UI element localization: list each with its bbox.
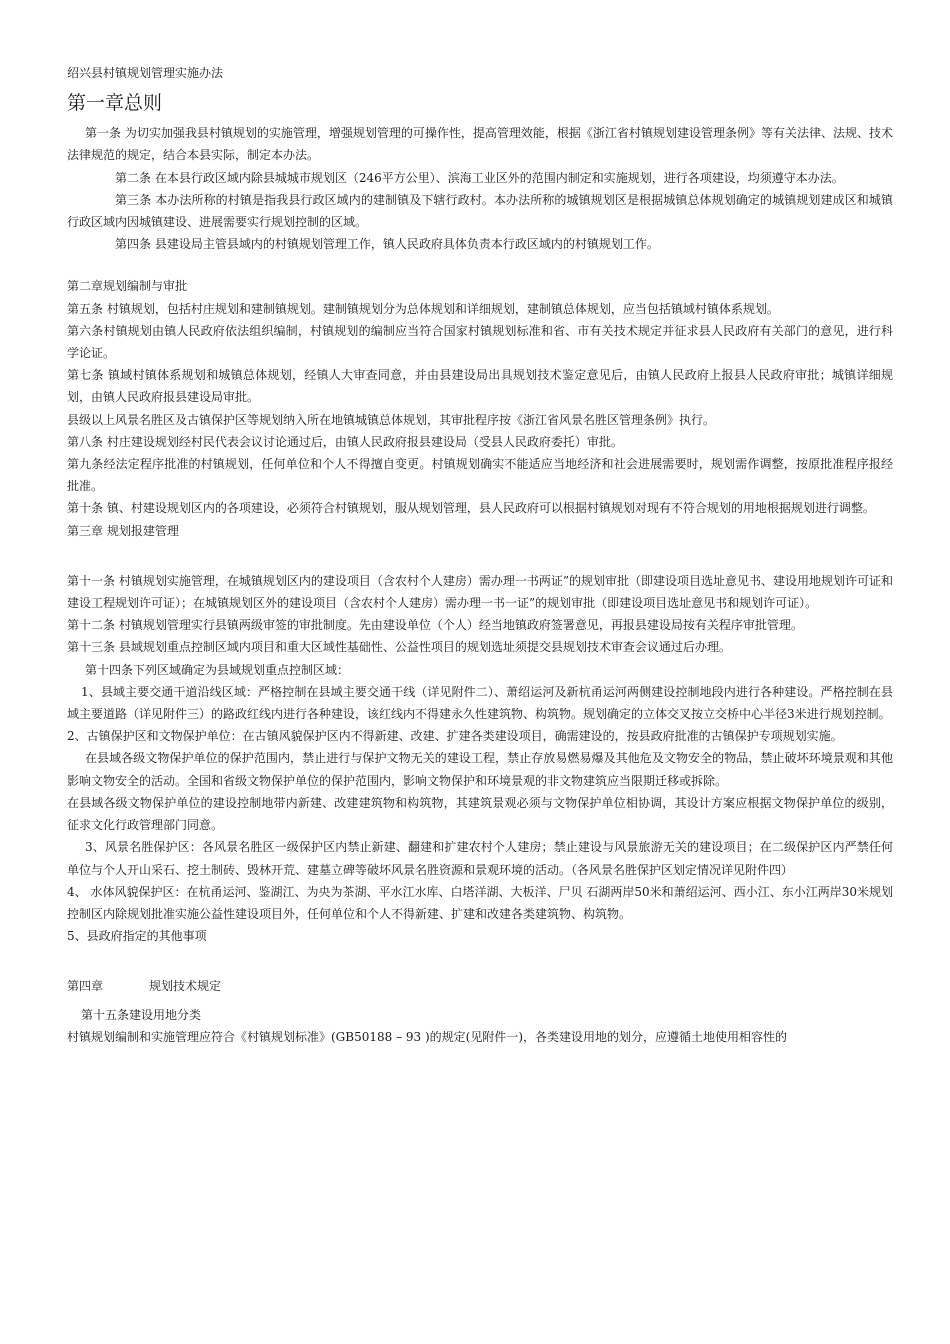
article-15-body: 村镇规划编制和实施管理应符合《村镇规划标准》(GB50188 – 93 )的规定(见附件一)，各类建设用地的划分，应遵循土地使用相容性的	[67, 1029, 788, 1044]
article-6: 第六条村镇规划由镇人民政府依法组织编制，村镇规划的编制应当符合国家村镇规划标准和省、市有关技术规定并征求县人民政府有关部门的意见，进行科学论证。	[67, 323, 893, 361]
item-5-other: 5、县政府指定的其他事项	[67, 929, 207, 944]
chapter-3-heading: 第三章 规划报建管理	[67, 523, 179, 538]
item-2-heritage-protection: 在县域各级文物保护单位的保护范围内，禁止进行与保护文物无关的建设工程，禁止存放易燃易爆及其他危及文物安全的物品，禁止破坏环境景观和其他影响文物安全的活动。全国和省级文物保护单位的保护范围内，影响文物保护和环境景观的非文物建筑应当限期迁移或拆除。	[67, 751, 893, 788]
spacer	[67, 542, 893, 570]
article-15: 第十五条建设用地分类	[81, 1007, 202, 1022]
article-12: 第十二条 村镇规划管理实行县镇两级审签的审批制度。先由建设单位（个人）经当地镇政府签署意见，再报县建设局按有关程序审批管理。	[67, 618, 803, 633]
chapter-1-heading: 第一章总则	[67, 92, 163, 115]
item-1-transport-corridors: 1、县域主要交通干道沿线区域：严格控制在县域主要交通干线（详见附件二）、萧绍运河及新杭甬运河两侧建设控制地段内进行各种建设。严格控制在县域主要道路（详见附件三）的路政红线内进行各种建设，该红线内不得建永久性建筑物、构筑物。规划确定的立体交叉按立交桥中心半径3米进行规划控制。	[67, 684, 893, 722]
article-5: 第五条 村镇规划，包括村庄规划和建制镇规划。建制镇规划分为总体规划和详细规划，建制镇总体规划，应当包括镇域村镇体系规划。	[67, 301, 779, 316]
chapter-2-heading: 第二章规划编制与审批	[67, 279, 188, 294]
article-11: 第十一条 村镇规划实施管理，在城镇规划区内的建设项目（含农村个人建房）需办理一书两证”的规划审批（即建设项目选址意见书、建设用地规划许可证和建设工程规划许可证）；在城镇规划区外的建设项目（含农村个人建房）需办理一书一证”的规划审批（即建设项目选址意见书和规划许可证）。	[67, 573, 893, 611]
document-page	[67, 62, 893, 1048]
article-9: 第九条经法定程序批准的村镇规划，任何单位和个人不得擅自变更。村镇规划确实不能适应当地经济和社会进展需要时，规划需作调整，按原批准程序报经批准。	[67, 457, 893, 494]
item-4-water-areas: 4、 水体风貌保护区：在杭甬运河、鉴湖江、为央为茶湖、平水江水库、白塔洋湖、大板洋、尸贝 石湖两岸50米和萧绍运河、西小江、东小江两岸30米规划控制区内除规划批准实施公益性建设项目外，任何单位和个人不得新建、扩建和改建各类建筑物、构筑物。	[67, 884, 893, 921]
article-2: 第二条 在本县行政区域内除县城城市规划区（246平方公里）、滨海工业区外的范围内制定和实施规划，进行各项建设，均须遵守本办法。	[115, 170, 844, 185]
item-2-heritage: 2、古镇保护区和文物保护单位：在古镇风貌保护区内不得新建、改建、扩建各类建设项目，确需建设的，按县政府批准的古镇保护专项规划实施。	[67, 729, 843, 744]
article-8: 第八条 村庄建设规划经村民代表会议讨论通过后，由镇人民政府报县建设局（受县人民政府委托）审批。	[67, 434, 623, 449]
article-4: 第四条 县建设局主管县域内的村镇规划管理工作，镇人民政府具体负责本行政区域内的村镇规划工作。	[115, 237, 659, 252]
article-7-note: 县级以上风景名胜区及古镇保护区等规划纳入所在地镇城镇总体规划，其审批程序按《浙江省风景名胜区管理条例》执行。	[67, 412, 716, 427]
chapter-4-heading	[67, 975, 893, 997]
document-title: 绍兴县村镇规划管理实施办法	[67, 66, 224, 80]
spacer	[67, 947, 893, 975]
article-10: 第十条 镇、村建设规划区内的各项建设，必须符合村镇规划，服从规划管理，县人民政府可以根据村镇规划对现有不符合规划的用地根据规划进行调整。	[67, 501, 875, 516]
spacer	[67, 255, 893, 275]
article-13: 第十三条 县域规划重点控制区域内项目和重大区域性基础性、公益性项目的规划选址须提交县规划技术审查会议通过后办理。	[67, 640, 731, 655]
item-3-scenic-areas: 3、风景名胜保护区：各风景名胜区一级保护区内禁止新建、翻建和扩建农村个人建房；禁止建设与风景旅游无关的建设项目；在二级保护区内严禁任何单位与个人开山采石、挖土制砖、毁林开荒、建墓立碑等破坏风景名胜资源和景观环境的活动。（各风景名胜保护区划定情况详见附件四）	[67, 840, 893, 877]
article-7: 第七条 镇域村镇体系规划和城镇总体规划，经镇人大审查同意，并由县建设局出具规划技术鉴定意见后，由镇人民政府上报县人民政府审批；城镇详细规划，由镇人民政府报县建设局审批。	[67, 368, 893, 405]
item-2-heritage-control: 在县域各级文物保护单位的建设控制地带内新建、改建建筑物和构筑物，其建筑景观必须与文物保护单位相协调，其设计方案应根据文物保护单位的级别，征求文化行政管理部门同意。	[67, 795, 893, 833]
chapter-4-number: 第四章	[67, 979, 104, 994]
article-14: 第十四条下列区域确定为县域规划重点控制区域：	[85, 662, 350, 677]
article-1: 第一条 为切实加强我县村镇规划的实施管理，增强规划管理的可操作性，提高管理效能，根据《浙江省村镇规划建设管理条例》等有关法律、法规、技术法律规范的规定，结合本县实际，制定本办法。	[67, 126, 893, 163]
chapter-4-title: 规划技术规定	[149, 979, 222, 994]
article-3: 第三条 本办法所称的村镇是指我县行政区域内的建制镇及下辖行政村。本办法所称的城镇规划区是根据城镇总体规划确定的城镇规划建成区和城镇行政区域内因城镇建设、进展需要实行规划控制的区域。	[67, 192, 893, 230]
